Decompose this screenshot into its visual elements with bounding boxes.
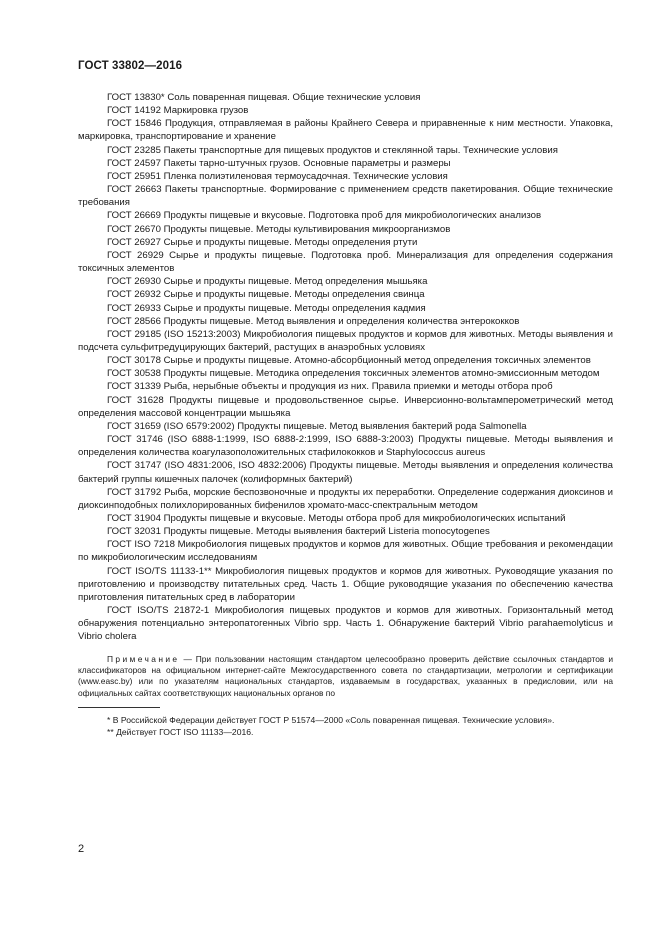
reference-title: Пленка полиэтиленовая термоусадочная. Технические условия <box>163 170 448 182</box>
reference-code: ГОСТ 31792 <box>107 486 162 498</box>
reference-item <box>78 209 613 222</box>
reference-code: ГОСТ 26933 <box>107 302 161 314</box>
reference-title: Сырье и продукты пищевые. Атомно-абсорбционный метод определения токсичных элементов <box>163 355 591 367</box>
reference-item <box>78 157 613 170</box>
reference-title: Рыба, морские беспозвоночные и продукты их переработки. Определение содержания диоксинов и диоксинподобных полихлорированных бифенилов хромато-масс-спектральным методом <box>78 486 614 511</box>
reference-code: ГОСТ 26932 <box>107 289 161 301</box>
reference-title: Продукты пищевые и вкусовые. Методы отбора проб для микробиологических испытаний <box>163 513 566 524</box>
reference-title: Продукты пищевые и продовольственное сырье. Инверсионно-вольтамперометрический метод определения массовой концентрации мышьяка <box>78 394 614 419</box>
reference-item <box>78 394 613 420</box>
reference-item <box>78 538 613 564</box>
reference-item <box>78 104 613 117</box>
reference-title: Продукты пищевые. Методика определения токсичных элементов атомно-эмиссионным методом <box>163 368 600 380</box>
reference-list <box>78 91 613 644</box>
reference-code: ГОСТ 26663 <box>107 184 162 196</box>
reference-code: ГОСТ 31746 (ISO 6888-1:1999, ISO 6888-2:1999, ISO 6888-3:2003) <box>107 434 414 446</box>
reference-title: Соль поваренная пищевая. Общие технические условия <box>167 92 421 103</box>
reference-title: Микробиология пищевых продуктов и кормов для животных. Методы выявления и подсчета сульфитредуцирующих бактерий, растущих в анаэробных условиях <box>78 328 613 353</box>
reference-item <box>78 367 613 380</box>
reference-title: Продукты пищевые. Методы выявления и определения количества коагулазоположительных стафилококков и Staphylococcus aureus <box>78 434 614 459</box>
reference-item <box>78 302 613 315</box>
reference-title: Рыба, нерыбные объекты и продукция из них. Правила приемки и методы отбора проб <box>163 381 553 393</box>
reference-title: Продукты пищевые. Методы выявления и определения количества бактерий группы кишечных палочек (колиформных бактерий) <box>78 460 613 485</box>
reference-item <box>78 144 613 157</box>
reference-code: ГОСТ 26929 <box>107 249 164 261</box>
reference-code: ГОСТ 28566 <box>107 315 161 327</box>
reference-title: Сырье и продукты пищевые. Метод определения мышьяка <box>163 276 428 288</box>
page-header-standard-id: ГОСТ 33802—2016 <box>78 60 183 72</box>
normative-references <box>78 91 613 738</box>
reference-code: ГОСТ 26927 <box>107 236 161 248</box>
reference-code: ГОСТ 31628 <box>107 394 164 406</box>
note-paragraph <box>78 654 613 700</box>
footnote-1: * В Российской Федерации действует ГОСТ Р 51574—2000 «Соль поваренная пищевая. Технические условия». <box>107 715 555 726</box>
reference-title: Продукты пищевые. Метод выявления бактерий рода Salmonella <box>237 420 527 432</box>
reference-code: ГОСТ 30538 <box>107 368 161 380</box>
note-label: Примечание <box>107 653 180 664</box>
reference-title: Продукты пищевые. Метод выявления и определения количества энтерококков <box>163 315 520 327</box>
reference-item <box>78 170 613 183</box>
reference-code: ГОСТ 24597 <box>107 157 161 169</box>
reference-code: ГОСТ 26930 <box>107 276 161 288</box>
reference-title: Микробиология пищевых продуктов и кормов для животных. Горизонтальный метод обнаружения потенциально энтеропатогенных Vibrio spp. Часть 1. Обнаружение бактерий Vibrio parahaemolyticus и Vibrio cholera <box>78 605 613 643</box>
reference-code: ГОСТ 26669 <box>107 210 161 222</box>
reference-title: Микробиология пищевых продуктов и кормов для животных. Общие требования и рекомендации по микробиологическим исследованиям <box>78 539 613 564</box>
reference-code: ГОСТ 25951 <box>107 170 161 182</box>
reference-item <box>78 183 613 209</box>
reference-code: ГОСТ 31339 <box>107 381 161 393</box>
reference-item <box>78 328 613 354</box>
reference-item <box>78 380 613 393</box>
reference-item <box>78 486 613 512</box>
reference-code: ГОСТ ISO/TS 21872-1 <box>107 605 210 617</box>
page-number: 2 <box>78 843 85 855</box>
reference-code: ГОСТ 26670 <box>107 223 161 235</box>
reference-title: Продукты пищевые. Методы культивирования микроорганизмов <box>163 223 451 235</box>
reference-code: ГОСТ 31904 <box>107 513 161 524</box>
reference-item <box>78 459 613 485</box>
note-text: — При пользовании настоящим стандартом целесообразно проверить действие ссылочных стандартов и классификаторов на официальном интернет-сайте Межгосударственного совета по стандартизации, метрологии и сертификации (www.easc.by) или по указателям национальных стандартов, издаваемым в государствах, указанных в предисловии, или на официальных сайтах соответствующих национальных органов по <box>78 653 613 698</box>
reference-code: ГОСТ ISO/TS 11133-1** <box>107 565 212 577</box>
reference-title: Сырье и продукты пищевые. Методы определения свинца <box>163 289 425 301</box>
reference-item <box>78 420 613 433</box>
reference-item <box>78 249 613 275</box>
reference-code: ГОСТ 31659 (ISO 6579:2002) <box>107 420 235 432</box>
reference-item <box>78 288 613 301</box>
reference-code: ГОСТ 31747 (ISO 4831:2006, ISO 4832:2006) <box>107 460 307 472</box>
reference-title: Пакеты тарно-штучных грузов. Основные параметры и размеры <box>163 157 451 169</box>
reference-code: ГОСТ 32031 <box>107 526 161 538</box>
reference-item <box>78 604 613 643</box>
reference-item <box>78 565 613 604</box>
reference-title: Сырье и продукты пищевые. Подготовка проб. Минерализация для определения содержания токсичных элементов <box>78 249 613 275</box>
reference-item <box>78 275 613 288</box>
reference-item <box>78 117 613 143</box>
reference-code: ГОСТ ISO 7218 <box>107 539 175 551</box>
reference-code: ГОСТ 30178 <box>107 355 161 367</box>
reference-title: Сырье и продукты пищевые. Методы определения ртути <box>163 236 418 248</box>
footnote-separator <box>78 707 160 708</box>
reference-item <box>78 512 613 525</box>
reference-title: Маркировка грузов <box>163 105 249 117</box>
reference-title: Продукты пищевые и вкусовые. Подготовка проб для микробиологических анализов <box>163 210 542 222</box>
reference-code: ГОСТ 15846 <box>107 118 162 130</box>
reference-item <box>78 525 613 538</box>
reference-title: Пакеты транспортные. Формирование с применением средств пакетирования. Общие технические требования <box>78 184 614 209</box>
reference-title: Продукты пищевые. Методы выявления бактерий Listeria monocytogenes <box>163 526 490 538</box>
reference-code: ГОСТ 29185 (ISO 15213:2003) <box>107 328 241 340</box>
reference-item <box>78 315 613 328</box>
reference-code: ГОСТ 23285 <box>107 144 161 156</box>
reference-item <box>78 91 613 104</box>
reference-title: Сырье и продукты пищевые. Методы определения кадмия <box>163 302 426 314</box>
reference-item <box>78 223 613 236</box>
footnote-2: ** Действует ГОСТ ISO 11133—2016. <box>107 727 254 738</box>
reference-title: Пакеты транспортные для пищевых продуктов и стеклянной тары. Технические условия <box>163 144 558 156</box>
reference-code: ГОСТ 14192 <box>107 105 161 117</box>
reference-code: ГОСТ 13830* <box>107 92 165 103</box>
reference-title: Микробиология пищевых продуктов и кормов для животных. Руководящие указания по приготовлению и производству питательных сред. Часть 1. Общие руководящие указания по обеспечению качества приготовления питательных сред в лаборатории <box>78 565 613 603</box>
reference-title: Продукция, отправляемая в районы Крайнего Севера и приравненные к ним местности. Упаковка, маркировка, транспортирование и хранение <box>78 118 614 143</box>
reference-item <box>78 433 613 459</box>
reference-item <box>78 354 613 367</box>
reference-item <box>78 236 613 249</box>
